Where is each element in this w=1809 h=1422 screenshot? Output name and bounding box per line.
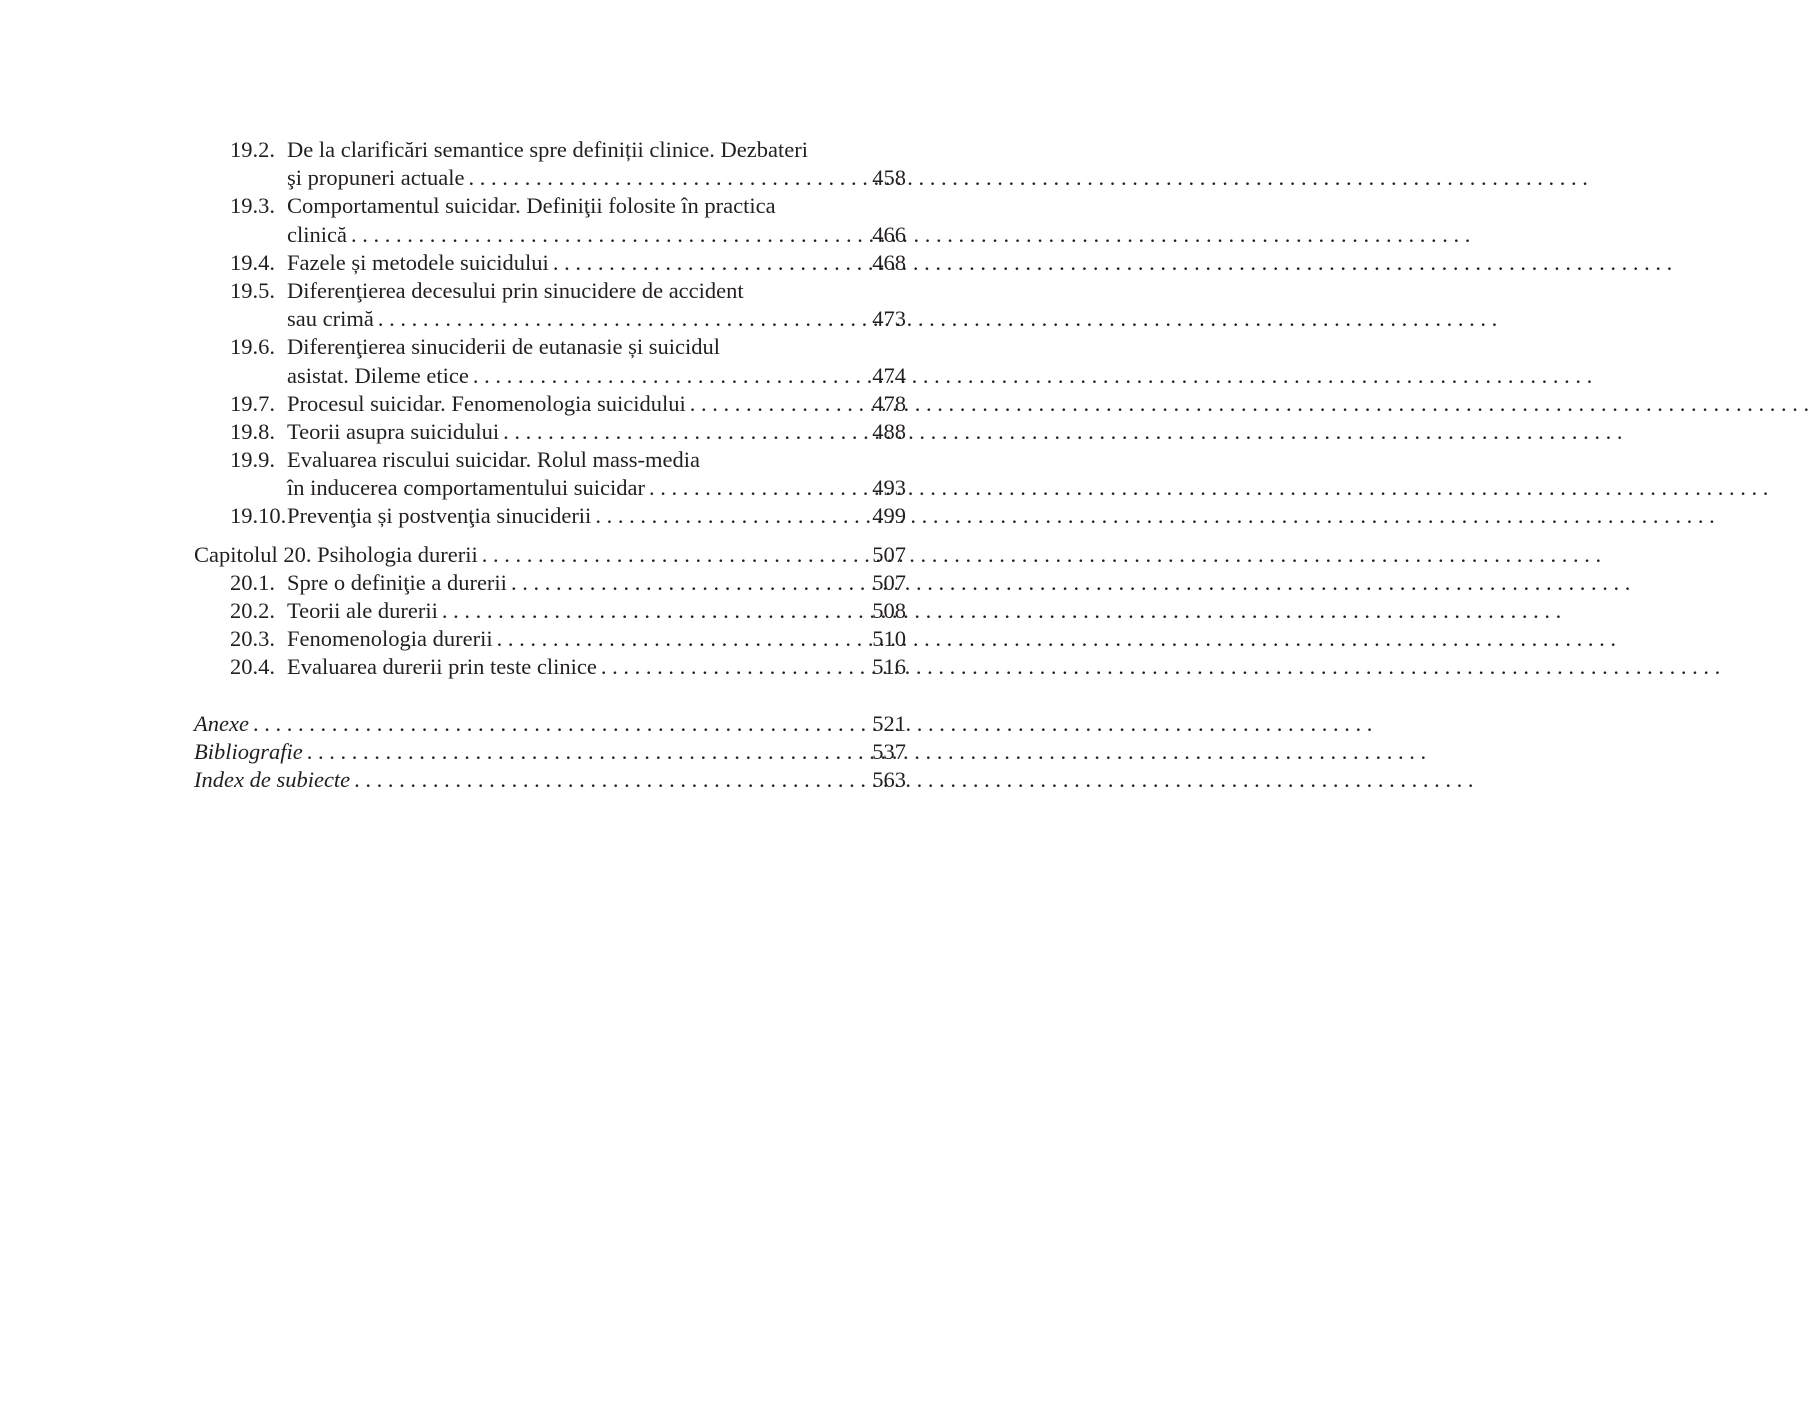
page-number: 493 <box>872 475 906 501</box>
toc-line <box>194 277 906 305</box>
toc-line <box>194 502 906 530</box>
section-title-continued: sau crimă <box>287 306 374 332</box>
section-number: 19.10. <box>230 503 287 529</box>
toc-line <box>194 305 906 333</box>
dot-leader <box>374 305 872 333</box>
section-title: Teorii asupra suicidului <box>287 418 500 444</box>
section-title-continued: în inducerea comportamentului suicidar <box>287 475 646 501</box>
page-number: 468 <box>872 249 906 275</box>
section-title: Spre o definiţie a durerii <box>287 569 507 595</box>
dot-leader <box>347 221 872 249</box>
dot-leader <box>591 502 872 530</box>
dot-leader <box>686 390 873 418</box>
section-number: 20.3. <box>230 626 275 652</box>
section-title-continued: asistat. Dileme etice <box>287 362 469 388</box>
chapter-title: Capitolul 20. Psihologia durerii <box>194 541 478 567</box>
back-matter-title: Anexe <box>194 710 249 736</box>
page-number: 499 <box>872 503 906 529</box>
dot-leader <box>469 362 872 390</box>
section-number: 19.3. <box>230 193 275 219</box>
toc-line <box>194 390 906 418</box>
section-title: Evaluarea durerii prin teste clinice <box>287 654 597 680</box>
page-number: 474 <box>872 362 906 388</box>
section-title: De la clarificări semantice spre definiții clinice. Dezbateri <box>287 137 808 162</box>
toc-back-matter-line <box>194 738 906 766</box>
dot-leader <box>493 625 873 653</box>
dot-leader <box>249 710 872 738</box>
table-of-contents <box>194 136 906 794</box>
dot-leader <box>438 597 872 625</box>
dot-leader <box>303 738 873 766</box>
page-number: 563 <box>872 766 906 792</box>
section-title: Comportamentul suicidar. Definiţii folosite în practica <box>287 193 776 219</box>
spacer <box>194 531 906 541</box>
toc-line <box>194 653 906 681</box>
page-number: 508 <box>872 598 906 623</box>
dot-leader <box>499 418 872 446</box>
section-number: 20.1. <box>230 569 275 595</box>
page-number: 473 <box>872 306 906 332</box>
section-title: Evaluarea riscului suicidar. Rolul mass-media <box>287 447 701 473</box>
section-number: 19.6. <box>230 334 275 360</box>
page-number: 488 <box>872 418 906 444</box>
section-number: 20.4. <box>230 654 275 680</box>
section-number: 20.2. <box>230 598 275 623</box>
section-title-continued: şi propuneri actuale <box>287 165 465 191</box>
toc-line <box>194 333 906 361</box>
toc-line <box>194 136 906 164</box>
toc-line <box>194 474 906 502</box>
page-number: 537 <box>872 738 906 764</box>
section-number: 19.4. <box>230 249 275 275</box>
section-title: Teorii ale durerii <box>287 598 438 623</box>
page-number: 516 <box>872 654 906 680</box>
dot-leader <box>478 541 873 569</box>
section-title: Fazele și metodele suicidului <box>287 249 549 275</box>
toc-line <box>194 597 906 625</box>
toc-chapter-line <box>194 541 906 569</box>
section-title: Fenomenologia durerii <box>287 626 493 652</box>
section-number: 19.9. <box>230 447 275 473</box>
section-title: Diferenţierea decesului prin sinucidere de accident <box>287 277 744 303</box>
dot-leader <box>507 569 872 597</box>
toc-line <box>194 446 906 474</box>
section-title-continued: clinică <box>287 221 347 247</box>
page-number: 466 <box>872 221 906 247</box>
toc-line <box>194 625 906 653</box>
dot-leader <box>645 474 872 502</box>
page-number: 510 <box>872 626 906 652</box>
toc-line <box>194 569 906 597</box>
section-number: 19.2. <box>230 137 275 162</box>
page-number: 507 <box>872 541 906 567</box>
dot-leader <box>597 653 872 681</box>
toc-line <box>194 249 906 277</box>
toc-line <box>194 192 906 220</box>
toc-line <box>194 418 906 446</box>
back-matter-title: Bibliografie <box>194 738 303 764</box>
toc-line <box>194 362 906 390</box>
dot-leader <box>350 766 872 794</box>
section-title: Procesul suicidar. Fenomenologia suicidului <box>287 390 686 416</box>
section-number: 19.8. <box>230 418 275 444</box>
toc-back-matter-line <box>194 766 906 794</box>
page-number: 521 <box>872 710 906 736</box>
page-number: 507 <box>872 569 906 595</box>
section-title: Prevenţia și postvenţia sinuciderii <box>287 503 592 529</box>
dot-leader <box>549 249 872 277</box>
toc-line <box>194 221 906 249</box>
dot-leader <box>464 164 872 192</box>
section-number: 19.5. <box>230 277 275 303</box>
back-matter-title: Index de subiecte <box>194 766 351 792</box>
section-number: 19.7. <box>230 390 275 416</box>
spacer <box>194 682 906 710</box>
section-title: Diferenţierea sinuciderii de eutanasie și suicidul <box>287 334 720 360</box>
toc-back-matter-line <box>194 710 906 738</box>
page-number: 478 <box>872 390 906 416</box>
toc-line <box>194 164 906 192</box>
page-number: 458 <box>872 165 906 191</box>
